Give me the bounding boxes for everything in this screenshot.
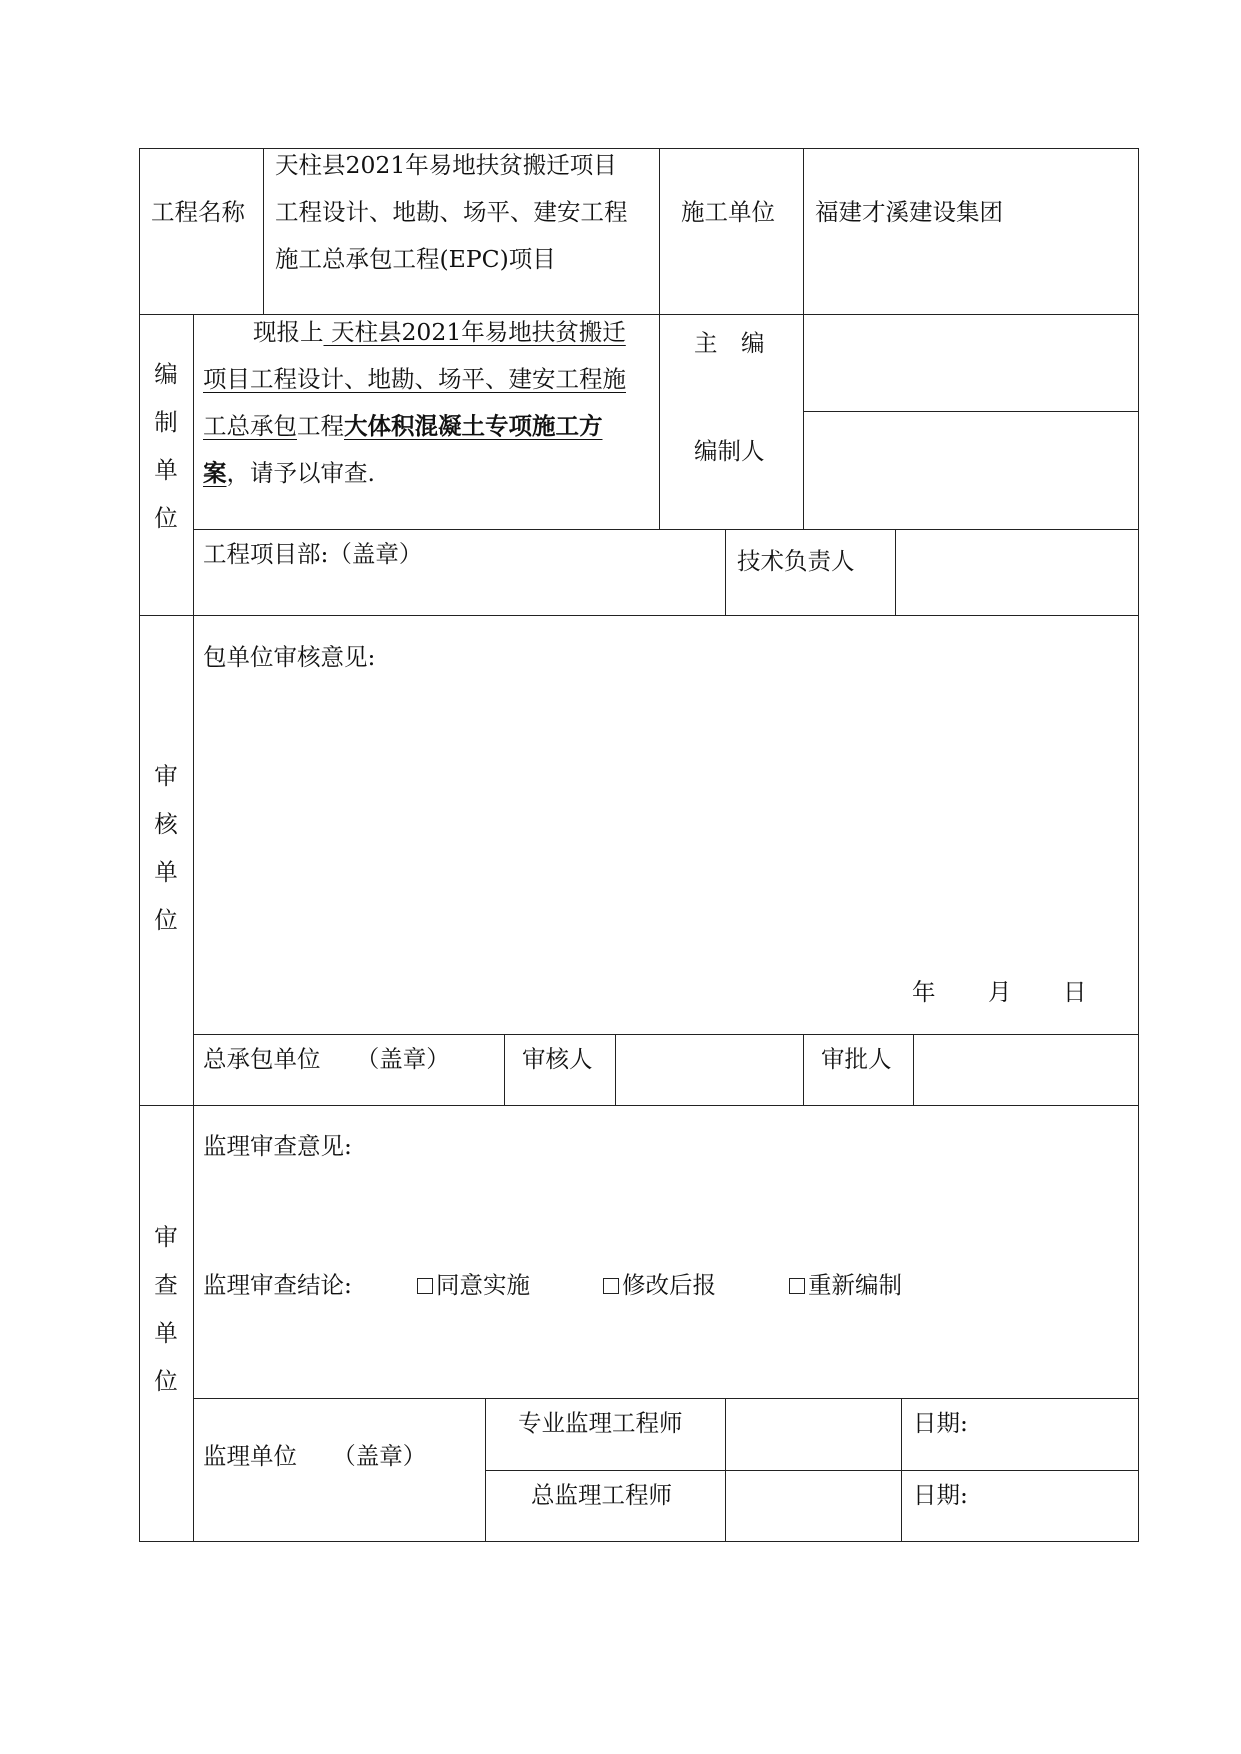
supervision-unit-label: 监理单位 （盖章）: [203, 1442, 427, 1470]
table-bottom-border: [139, 1541, 1139, 1542]
project-name-line-2: 工程设计、地勘、场平、建安工程: [275, 198, 628, 226]
col-divider: [901, 1398, 902, 1541]
col-divider: [193, 314, 194, 1541]
reviewer-label: 审核人: [522, 1045, 593, 1073]
general-contractor-label: 总承包单位 （盖章）: [203, 1045, 450, 1073]
row-divider: [803, 411, 1139, 412]
report-scheme-title: 大体积混凝土专项施工方: [344, 412, 603, 440]
chief-engineer-label: 总监理工程师: [531, 1481, 672, 1509]
col-divider: [485, 1398, 486, 1541]
chief-editor-label: 主 编: [694, 329, 765, 357]
table-left-border: [139, 148, 140, 1541]
col-divider: [504, 1034, 505, 1105]
report-project-name: ​ 天柱县2021年易地扶贫搬迁: [323, 318, 626, 346]
col-divider: [725, 529, 726, 615]
review-opinion-label: 包单位审核意见:: [203, 643, 376, 671]
col-divider: [659, 148, 660, 529]
report-scheme-title-end: 案: [203, 459, 227, 487]
option-agree[interactable]: 同意实施: [417, 1262, 530, 1308]
row-divider: [139, 615, 1139, 616]
checkbox-icon[interactable]: [603, 1278, 619, 1294]
report-line-3: [203, 403, 603, 449]
report-line-3-underlined: 工总承包: [203, 412, 297, 440]
review-date-month: 月: [988, 978, 1012, 1006]
specialist-date-label: 日期:: [913, 1409, 968, 1437]
project-name-line-3: 施工总承包工程(EPC)项目: [275, 245, 556, 273]
construction-unit-value: 福建才溪建设集团: [815, 198, 1003, 226]
option-revise[interactable]: 修改后报: [603, 1262, 716, 1308]
review-date-year: 年: [912, 978, 936, 1006]
chief-date-label: 日期:: [913, 1481, 968, 1509]
report-prefix: 现报上: [253, 318, 324, 346]
tech-lead-label: 技术负责人: [737, 547, 855, 575]
col-divider: [803, 148, 804, 529]
project-name-label: 工程名称: [151, 198, 245, 226]
review-date-day: 日: [1063, 978, 1087, 1006]
inspect-conclusion-label: 监理审查结论:: [203, 1271, 352, 1299]
compile-section-label: 编制单位: [154, 360, 178, 532]
col-divider: [895, 529, 896, 615]
inspect-section-label: 审查单位: [154, 1223, 178, 1395]
col-divider: [913, 1034, 914, 1105]
row-divider: [139, 1105, 1139, 1106]
report-line-4-rest: ，请予以审查.: [226, 459, 375, 487]
checkbox-icon[interactable]: [789, 1278, 805, 1294]
table-right-border: [1138, 148, 1139, 1541]
col-divider: [803, 1034, 804, 1105]
compiler-label: 编制人: [694, 437, 765, 465]
report-line-2: 项目工程设计、地勘、场平、建安工程施: [203, 365, 626, 393]
report-line-3-plain: 工程: [297, 412, 344, 440]
project-dept-label: 工程项目部:（盖章）: [203, 540, 423, 568]
report-line-1: [253, 309, 626, 355]
review-section-label: 审核单位: [154, 762, 178, 934]
construction-unit-label: 施工单位: [681, 198, 775, 226]
col-divider: [263, 148, 264, 314]
checkbox-icon[interactable]: [417, 1278, 433, 1294]
col-divider: [725, 1398, 726, 1541]
approver-label: 审批人: [821, 1045, 892, 1073]
option-recompile[interactable]: 重新编制: [789, 1262, 902, 1308]
specialist-engineer-label: 专业监理工程师: [518, 1409, 683, 1437]
project-name-line-1: 天柱县2021年易地扶贫搬迁项目: [275, 151, 617, 179]
col-divider: [615, 1034, 616, 1105]
report-line-4: [203, 450, 375, 496]
inspect-opinion-label: 监理审查意见:: [203, 1132, 352, 1160]
